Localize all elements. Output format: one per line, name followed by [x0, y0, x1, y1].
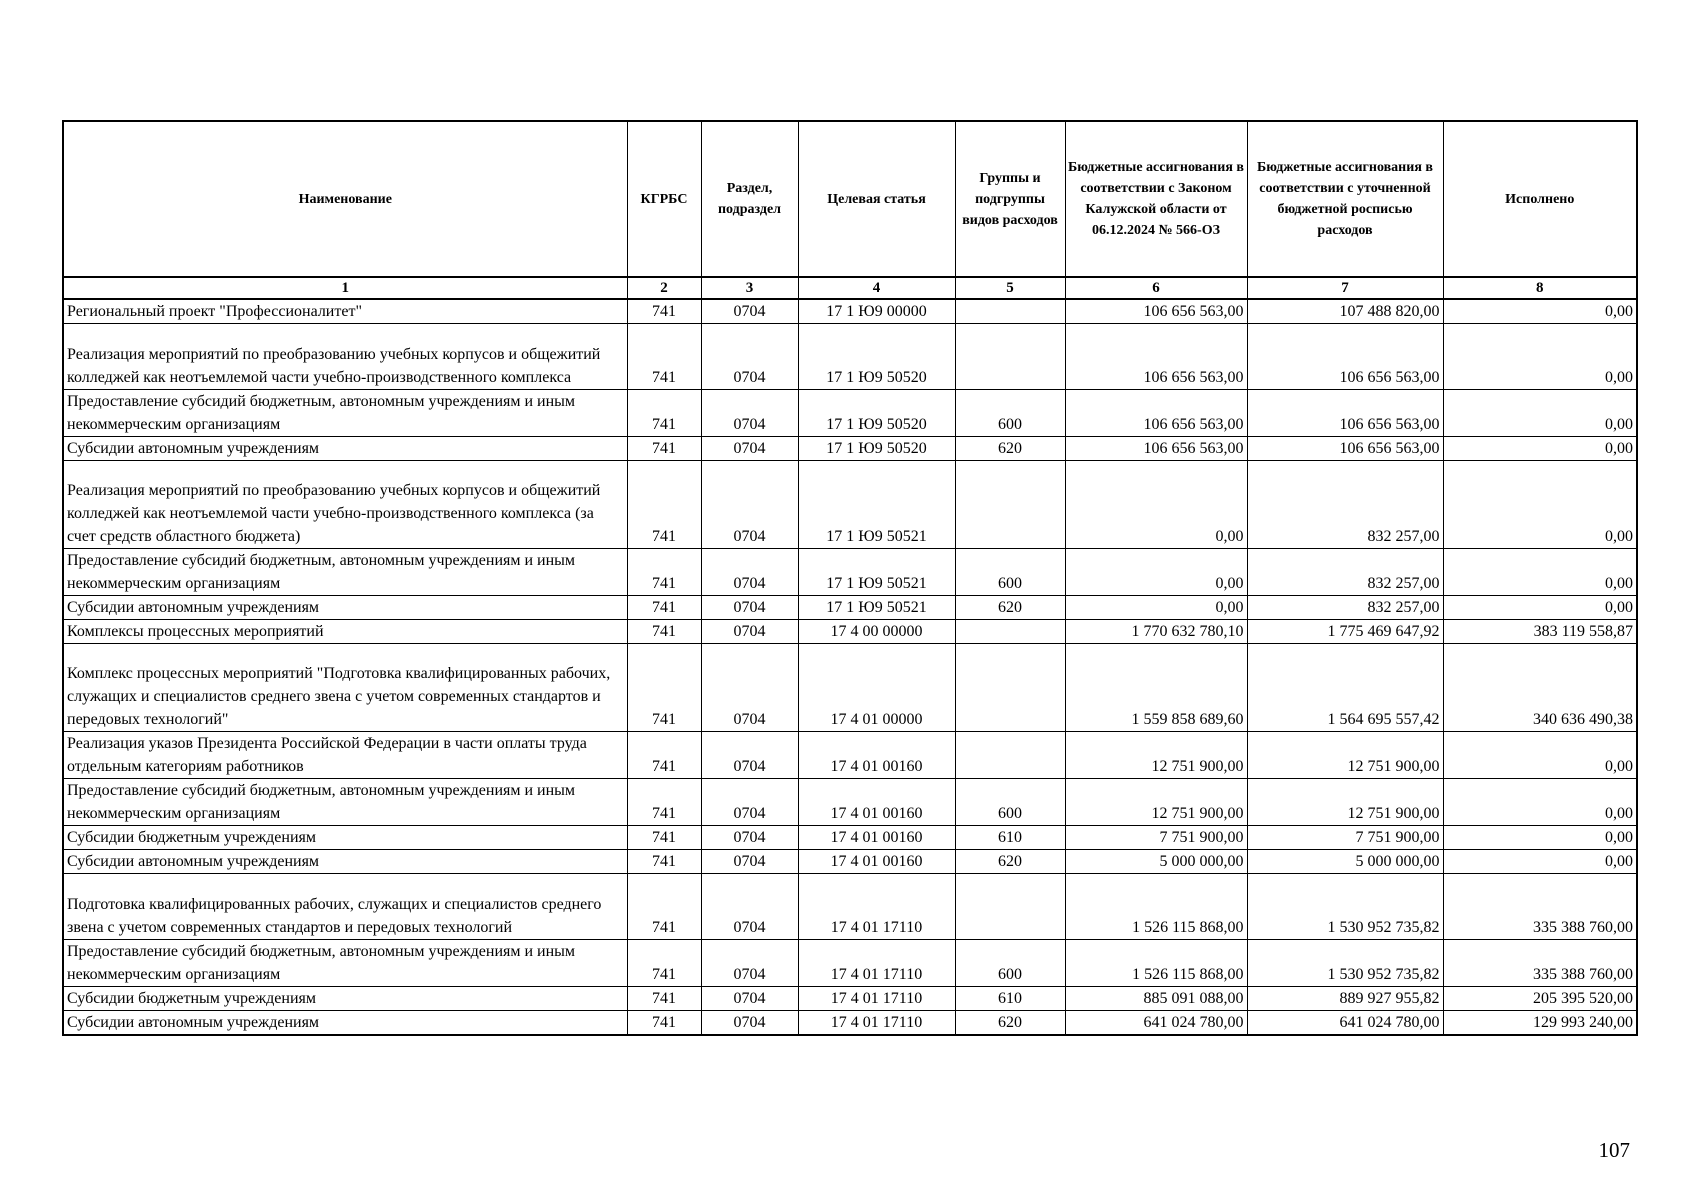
row-name: Предоставление субсидий бюджетным, автономным учреждениям и иным некоммерческим организациям	[63, 549, 627, 596]
row-group: 620	[955, 596, 1065, 620]
row-name: Реализация мероприятий по преобразованию учебных корпусов и общежитий колледжей как неотъемлемой части учебно-производственного комплекса	[63, 324, 627, 390]
row-section: 0704	[701, 390, 798, 437]
row-kgrbs: 741	[627, 461, 701, 549]
row-refined-amount: 1 564 695 557,42	[1247, 644, 1443, 732]
row-refined-amount: 106 656 563,00	[1247, 437, 1443, 461]
row-kgrbs: 741	[627, 1011, 701, 1036]
row-refined-amount: 106 656 563,00	[1247, 390, 1443, 437]
row-target: 17 1 Ю9 50520	[798, 390, 955, 437]
row-name: Предоставление субсидий бюджетным, автономным учреждениям и иным некоммерческим организациям	[63, 779, 627, 826]
row-kgrbs: 741	[627, 299, 701, 324]
header-refined: Бюджетные ассигнования в соответствии с уточненной бюджетной росписью расходов	[1247, 121, 1443, 277]
table-row	[63, 826, 1637, 850]
table-row	[63, 987, 1637, 1011]
table-row	[63, 644, 1637, 732]
row-refined-amount: 107 488 820,00	[1247, 299, 1443, 324]
row-target: 17 4 01 17110	[798, 874, 955, 940]
row-law-amount: 641 024 780,00	[1065, 1011, 1247, 1036]
row-section: 0704	[701, 596, 798, 620]
row-refined-amount: 5 000 000,00	[1247, 850, 1443, 874]
column-number: 2	[627, 277, 701, 299]
column-number: 4	[798, 277, 955, 299]
header-kgrbs: КГРБС	[627, 121, 701, 277]
row-kgrbs: 741	[627, 732, 701, 779]
row-target: 17 4 01 00000	[798, 644, 955, 732]
row-kgrbs: 741	[627, 549, 701, 596]
row-law-amount: 12 751 900,00	[1065, 732, 1247, 779]
row-name: Предоставление субсидий бюджетным, автономным учреждениям и иным некоммерческим организациям	[63, 940, 627, 987]
row-kgrbs: 741	[627, 596, 701, 620]
table-row	[63, 324, 1637, 390]
row-executed-amount: 205 395 520,00	[1443, 987, 1637, 1011]
table-row	[63, 940, 1637, 987]
row-law-amount: 885 091 088,00	[1065, 987, 1247, 1011]
row-group: 610	[955, 826, 1065, 850]
table-row	[63, 549, 1637, 596]
column-number: 1	[63, 277, 627, 299]
row-executed-amount: 129 993 240,00	[1443, 1011, 1637, 1036]
row-section: 0704	[701, 850, 798, 874]
row-name: Субсидии бюджетным учреждениям	[63, 826, 627, 850]
row-law-amount: 1 526 115 868,00	[1065, 874, 1247, 940]
row-executed-amount: 0,00	[1443, 732, 1637, 779]
row-target: 17 1 Ю9 50521	[798, 549, 955, 596]
table-row	[63, 390, 1637, 437]
row-refined-amount: 832 257,00	[1247, 596, 1443, 620]
row-target: 17 4 01 00160	[798, 779, 955, 826]
row-section: 0704	[701, 826, 798, 850]
row-group: 600	[955, 779, 1065, 826]
row-kgrbs: 741	[627, 874, 701, 940]
row-target: 17 1 Ю9 00000	[798, 299, 955, 324]
column-number: 6	[1065, 277, 1247, 299]
header-row	[63, 121, 1637, 277]
row-kgrbs: 741	[627, 826, 701, 850]
row-target: 17 4 01 00160	[798, 732, 955, 779]
row-refined-amount: 12 751 900,00	[1247, 732, 1443, 779]
table-row	[63, 299, 1637, 324]
row-executed-amount: 0,00	[1443, 779, 1637, 826]
page-number: 107	[1598, 1138, 1630, 1162]
header-executed: Исполнено	[1443, 121, 1637, 277]
row-section: 0704	[701, 940, 798, 987]
row-group: 600	[955, 390, 1065, 437]
column-number-row	[63, 277, 1637, 299]
table-row	[63, 874, 1637, 940]
row-refined-amount: 1 775 469 647,92	[1247, 620, 1443, 644]
row-law-amount: 106 656 563,00	[1065, 299, 1247, 324]
row-group	[955, 620, 1065, 644]
row-name: Реализация мероприятий по преобразованию учебных корпусов и общежитий колледжей как неотъемлемой части учебно-производственного комплекса (за счет средств областного бюджета)	[63, 461, 627, 549]
row-kgrbs: 741	[627, 437, 701, 461]
row-group: 620	[955, 437, 1065, 461]
table-row	[63, 1011, 1637, 1036]
row-section: 0704	[701, 1011, 798, 1036]
row-refined-amount: 832 257,00	[1247, 549, 1443, 596]
header-group: Группы и подгруппы видов расходов	[955, 121, 1065, 277]
row-executed-amount: 0,00	[1443, 437, 1637, 461]
row-name: Региональный проект "Профессионалитет"	[63, 299, 627, 324]
column-number: 7	[1247, 277, 1443, 299]
row-refined-amount: 1 530 952 735,82	[1247, 940, 1443, 987]
row-section: 0704	[701, 874, 798, 940]
row-target: 17 4 01 17110	[798, 940, 955, 987]
row-name: Реализация указов Президента Российской Федерации в части оплаты труда отдельным категориям работников	[63, 732, 627, 779]
row-section: 0704	[701, 732, 798, 779]
budget-table	[62, 120, 1638, 1036]
row-group	[955, 461, 1065, 549]
row-refined-amount: 832 257,00	[1247, 461, 1443, 549]
row-law-amount: 5 000 000,00	[1065, 850, 1247, 874]
row-kgrbs: 741	[627, 987, 701, 1011]
row-group	[955, 299, 1065, 324]
column-number: 5	[955, 277, 1065, 299]
row-kgrbs: 741	[627, 779, 701, 826]
row-group: 620	[955, 1011, 1065, 1036]
row-executed-amount: 335 388 760,00	[1443, 874, 1637, 940]
row-group	[955, 324, 1065, 390]
row-group: 600	[955, 940, 1065, 987]
row-target: 17 4 00 00000	[798, 620, 955, 644]
table-row	[63, 850, 1637, 874]
row-target: 17 1 Ю9 50521	[798, 596, 955, 620]
row-refined-amount: 12 751 900,00	[1247, 779, 1443, 826]
row-section: 0704	[701, 644, 798, 732]
row-refined-amount: 889 927 955,82	[1247, 987, 1443, 1011]
row-name: Предоставление субсидий бюджетным, автономным учреждениям и иным некоммерческим организациям	[63, 390, 627, 437]
row-law-amount: 0,00	[1065, 596, 1247, 620]
row-executed-amount: 0,00	[1443, 596, 1637, 620]
row-executed-amount: 383 119 558,87	[1443, 620, 1637, 644]
row-target: 17 4 01 00160	[798, 850, 955, 874]
row-name: Комплекс процессных мероприятий "Подготовка квалифицированных рабочих, служащих и специалистов среднего звена с учетом современных стандартов и передовых технологий"	[63, 644, 627, 732]
row-law-amount: 7 751 900,00	[1065, 826, 1247, 850]
row-law-amount: 0,00	[1065, 461, 1247, 549]
column-number: 8	[1443, 277, 1637, 299]
row-section: 0704	[701, 437, 798, 461]
row-section: 0704	[701, 324, 798, 390]
row-law-amount: 0,00	[1065, 549, 1247, 596]
row-name: Подготовка квалифицированных рабочих, служащих и специалистов среднего звена с учетом современных стандартов и передовых технологий	[63, 874, 627, 940]
row-name: Субсидии бюджетным учреждениям	[63, 987, 627, 1011]
row-name: Субсидии автономным учреждениям	[63, 596, 627, 620]
row-executed-amount: 335 388 760,00	[1443, 940, 1637, 987]
row-law-amount: 1 770 632 780,10	[1065, 620, 1247, 644]
header-name: Наименование	[63, 121, 627, 277]
row-law-amount: 106 656 563,00	[1065, 324, 1247, 390]
row-law-amount: 1 559 858 689,60	[1065, 644, 1247, 732]
row-group: 620	[955, 850, 1065, 874]
row-kgrbs: 741	[627, 620, 701, 644]
row-kgrbs: 741	[627, 644, 701, 732]
header-target: Целевая статья	[798, 121, 955, 277]
row-law-amount: 12 751 900,00	[1065, 779, 1247, 826]
row-executed-amount: 0,00	[1443, 324, 1637, 390]
row-section: 0704	[701, 299, 798, 324]
row-refined-amount: 1 530 952 735,82	[1247, 874, 1443, 940]
row-executed-amount: 0,00	[1443, 549, 1637, 596]
row-executed-amount: 0,00	[1443, 850, 1637, 874]
row-section: 0704	[701, 987, 798, 1011]
row-target: 17 4 01 00160	[798, 826, 955, 850]
row-name: Субсидии автономным учреждениям	[63, 1011, 627, 1036]
row-executed-amount: 340 636 490,38	[1443, 644, 1637, 732]
row-executed-amount: 0,00	[1443, 461, 1637, 549]
column-number: 3	[701, 277, 798, 299]
row-section: 0704	[701, 779, 798, 826]
table-row	[63, 732, 1637, 779]
table-row	[63, 437, 1637, 461]
row-group	[955, 644, 1065, 732]
row-target: 17 4 01 17110	[798, 987, 955, 1011]
row-law-amount: 106 656 563,00	[1065, 437, 1247, 461]
table-row	[63, 620, 1637, 644]
row-executed-amount: 0,00	[1443, 299, 1637, 324]
table-row	[63, 779, 1637, 826]
row-kgrbs: 741	[627, 940, 701, 987]
row-target: 17 1 Ю9 50520	[798, 324, 955, 390]
row-target: 17 4 01 17110	[798, 1011, 955, 1036]
row-refined-amount: 7 751 900,00	[1247, 826, 1443, 850]
row-kgrbs: 741	[627, 324, 701, 390]
header-section: Раздел, подраздел	[701, 121, 798, 277]
row-group	[955, 732, 1065, 779]
row-group: 600	[955, 549, 1065, 596]
header-law: Бюджетные ассигнования в соответствии с Законом Калужской области от 06.12.2024 № 566-ОЗ	[1065, 121, 1247, 277]
row-section: 0704	[701, 549, 798, 596]
row-law-amount: 106 656 563,00	[1065, 390, 1247, 437]
table-row	[63, 596, 1637, 620]
row-executed-amount: 0,00	[1443, 390, 1637, 437]
row-target: 17 1 Ю9 50520	[798, 437, 955, 461]
row-name: Комплексы процессных мероприятий	[63, 620, 627, 644]
row-kgrbs: 741	[627, 390, 701, 437]
row-group	[955, 874, 1065, 940]
row-target: 17 1 Ю9 50521	[798, 461, 955, 549]
row-section: 0704	[701, 620, 798, 644]
row-name: Субсидии автономным учреждениям	[63, 437, 627, 461]
row-refined-amount: 106 656 563,00	[1247, 324, 1443, 390]
row-name: Субсидии автономным учреждениям	[63, 850, 627, 874]
row-law-amount: 1 526 115 868,00	[1065, 940, 1247, 987]
row-section: 0704	[701, 461, 798, 549]
row-executed-amount: 0,00	[1443, 826, 1637, 850]
row-refined-amount: 641 024 780,00	[1247, 1011, 1443, 1036]
row-group: 610	[955, 987, 1065, 1011]
table-row	[63, 461, 1637, 549]
row-kgrbs: 741	[627, 850, 701, 874]
